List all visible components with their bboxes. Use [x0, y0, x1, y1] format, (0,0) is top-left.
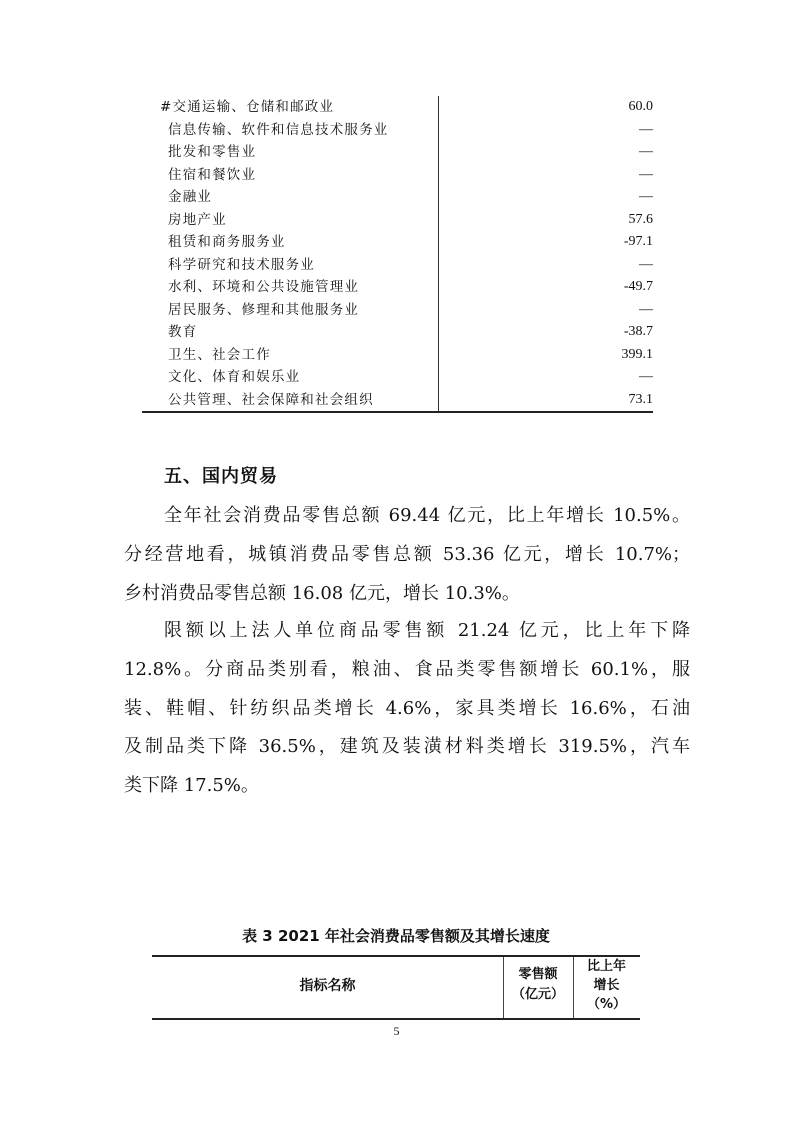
row-label: 公共管理、社会保障和社会组织 [168, 391, 374, 408]
row-value: — [639, 144, 653, 159]
paragraph-line: 12.8%。分商品类别看，粮油、食品类零售额增长 60.1%，服 [124, 658, 690, 680]
table-row [142, 231, 653, 253]
header-unit: （亿元） [511, 987, 564, 1002]
page-number: 5 [393, 1024, 400, 1038]
header-unit: （%） [586, 997, 627, 1012]
row-label: 文化、体育和娱乐业 [168, 369, 301, 385]
row-label: 金融业 [168, 189, 213, 205]
row-value: — [639, 301, 653, 317]
row-label: 信息传输、软件和信息技术服务业 [168, 121, 389, 138]
retail-table-header [152, 955, 640, 1021]
table-row [142, 119, 653, 141]
row-label: 卫生、社会工作 [168, 346, 271, 363]
section-heading: 五、国内贸易 [164, 466, 278, 487]
row-value: — [639, 256, 653, 272]
table-top-rule [152, 955, 640, 957]
row-value: 60.0 [628, 99, 653, 114]
paragraph-line: 装、鞋帽、针纺织品类增长 4.6%，家具类增长 16.6%，石油 [124, 697, 690, 719]
table-row [142, 209, 653, 231]
row-label: 住宿和餐饮业 [168, 166, 257, 183]
row-label: #交通运输、仓储和邮政业 [160, 99, 335, 115]
header-indicator-name: 指标名称 [299, 978, 356, 994]
table-row [142, 299, 653, 321]
industry-table [142, 96, 653, 416]
row-value: — [639, 166, 653, 182]
row-value: — [639, 121, 653, 137]
table-row [142, 276, 653, 298]
header-growth [573, 957, 640, 1014]
table-caption: 表 3 2021 年社会消费品零售额及其增长速度 [242, 927, 550, 945]
column-divider [438, 96, 439, 412]
row-label: 水利、环境和公共设施管理业 [168, 279, 360, 295]
row-value: -49.7 [623, 279, 653, 294]
row-value: -97.1 [623, 234, 653, 249]
header-retail-amount [503, 965, 573, 1005]
row-label: 教育 [168, 324, 198, 340]
row-value: -38.7 [623, 324, 653, 339]
table-row [142, 321, 653, 343]
row-label: 批发和零售业 [168, 144, 257, 160]
table-row [142, 141, 653, 163]
table-row [142, 389, 653, 411]
header-text: 零售额 [518, 967, 558, 982]
paragraph-retail-total [124, 497, 690, 613]
paragraph-line: 分经营地看，城镇消费品零售总额 53.36 亿元，增长 10.7%； [124, 543, 690, 565]
paragraph-line: 乡村消费品零售总额 16.08 亿元，增长 10.3%。 [124, 582, 520, 604]
row-label: 租赁和商务服务业 [168, 234, 286, 250]
paragraph-line: 类下降 17.5%。 [124, 775, 259, 797]
header-bottom-rule [152, 1018, 640, 1020]
paragraph-line: 全年社会消费品零售总额 69.44 亿元，比上年增长 10.5%。 [164, 505, 690, 526]
table-row [142, 366, 653, 388]
row-value: — [639, 369, 653, 384]
row-label: 房地产业 [168, 211, 227, 228]
table-row [142, 186, 653, 208]
row-value: 73.1 [628, 391, 653, 407]
table-row [142, 164, 653, 186]
table-row [142, 254, 653, 276]
row-value: 399.1 [621, 346, 653, 362]
paragraph-above-quota-retail [124, 612, 690, 806]
table-row [142, 344, 653, 366]
header-text: 比上年 [586, 959, 626, 974]
paragraph-line: 限额以上法人单位商品零售额 21.24 亿元，比上年下降 [164, 620, 690, 641]
row-value: — [639, 189, 653, 204]
paragraph-line: 及制品类下降 36.5%，建筑及装潢材料类增长 319.5%，汽车 [124, 736, 690, 758]
table-row [142, 96, 653, 118]
row-value: 57.6 [628, 211, 653, 227]
header-text: 增长 [593, 978, 620, 993]
row-label: 科学研究和技术服务业 [168, 256, 315, 273]
table-bottom-rule [142, 411, 653, 413]
row-label: 居民服务、修理和其他服务业 [168, 301, 360, 318]
